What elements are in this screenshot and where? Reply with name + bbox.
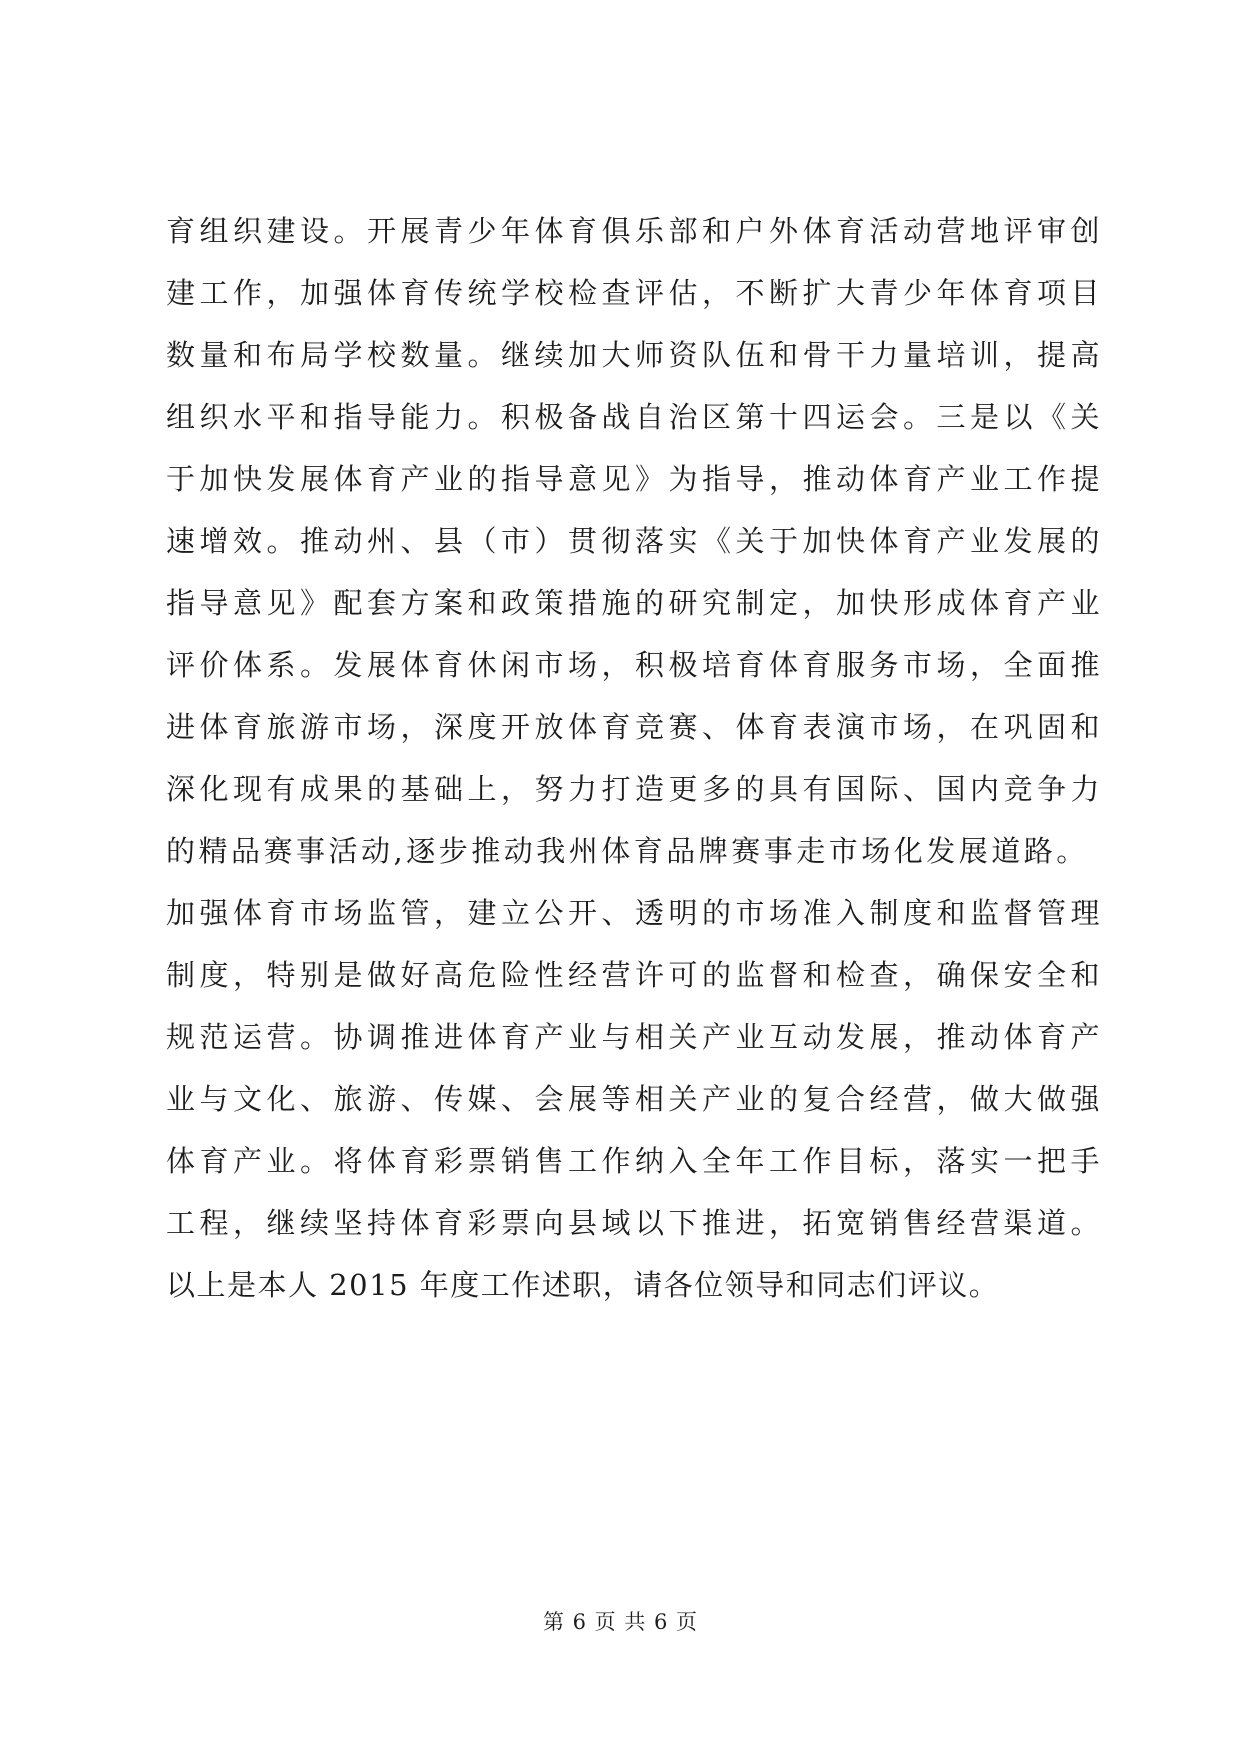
text-line: 制度，特别是做好高危险性经营许可的监督和检查，确保安全和	[166, 958, 1105, 992]
text-line: 建工作，加强体育传统学校检查评估，不断扩大青少年体育项目	[166, 276, 1105, 310]
text-line: 业与文化、旅游、传媒、会展等相关产业的复合经营，做大做强	[166, 1082, 1105, 1116]
text-line: 于加快发展体育产业的指导意见》为指导，推动体育产业工作提	[166, 462, 1105, 496]
text-line: 育组织建设。开展青少年体育俱乐部和户外体育活动营地评审创	[166, 214, 1105, 248]
page-number-footer: 第 6 页 共 6 页	[542, 1610, 699, 1634]
text-line: 工程，继续坚持体育彩票向县域以下推进，拓宽销售经营渠道。	[166, 1206, 1105, 1240]
text-line: 加强体育市场监管，建立公开、透明的市场准入制度和监督管理	[166, 896, 1105, 930]
text-line: 深化现有成果的基础上，努力打造更多的具有国际、国内竞争力	[166, 772, 1105, 806]
text-line: 进体育旅游市场，深度开放体育竞赛、体育表演市场，在巩固和	[166, 710, 1105, 744]
text-line: 数量和布局学校数量。继续加大师资队伍和骨干力量培训，提高	[166, 338, 1105, 372]
text-line: 规范运营。协调推进体育产业与相关产业互动发展，推动体育产	[166, 1020, 1105, 1054]
text-line: 以上是本人 2015 年度工作述职，请各位领导和同志们评议。	[166, 1268, 1000, 1302]
text-line: 组织水平和指导能力。积极备战自治区第十四运会。三是以《关	[166, 400, 1105, 434]
text-line: 速增效。推动州、县（市）贯彻落实《关于加快体育产业发展的	[166, 524, 1105, 558]
text-line: 体育产业。将体育彩票销售工作纳入全年工作目标，落实一把手	[166, 1144, 1105, 1178]
text-line: 的精品赛事活动,逐步推动我州体育品牌赛事走市场化发展道路。	[166, 834, 1089, 868]
text-line: 评价体系。发展体育休闲市场，积极培育体育服务市场，全面推	[166, 648, 1105, 682]
body-paragraph	[166, 200, 1105, 1316]
text-line: 指导意见》配套方案和政策措施的研究制定，加快形成体育产业	[166, 586, 1105, 620]
